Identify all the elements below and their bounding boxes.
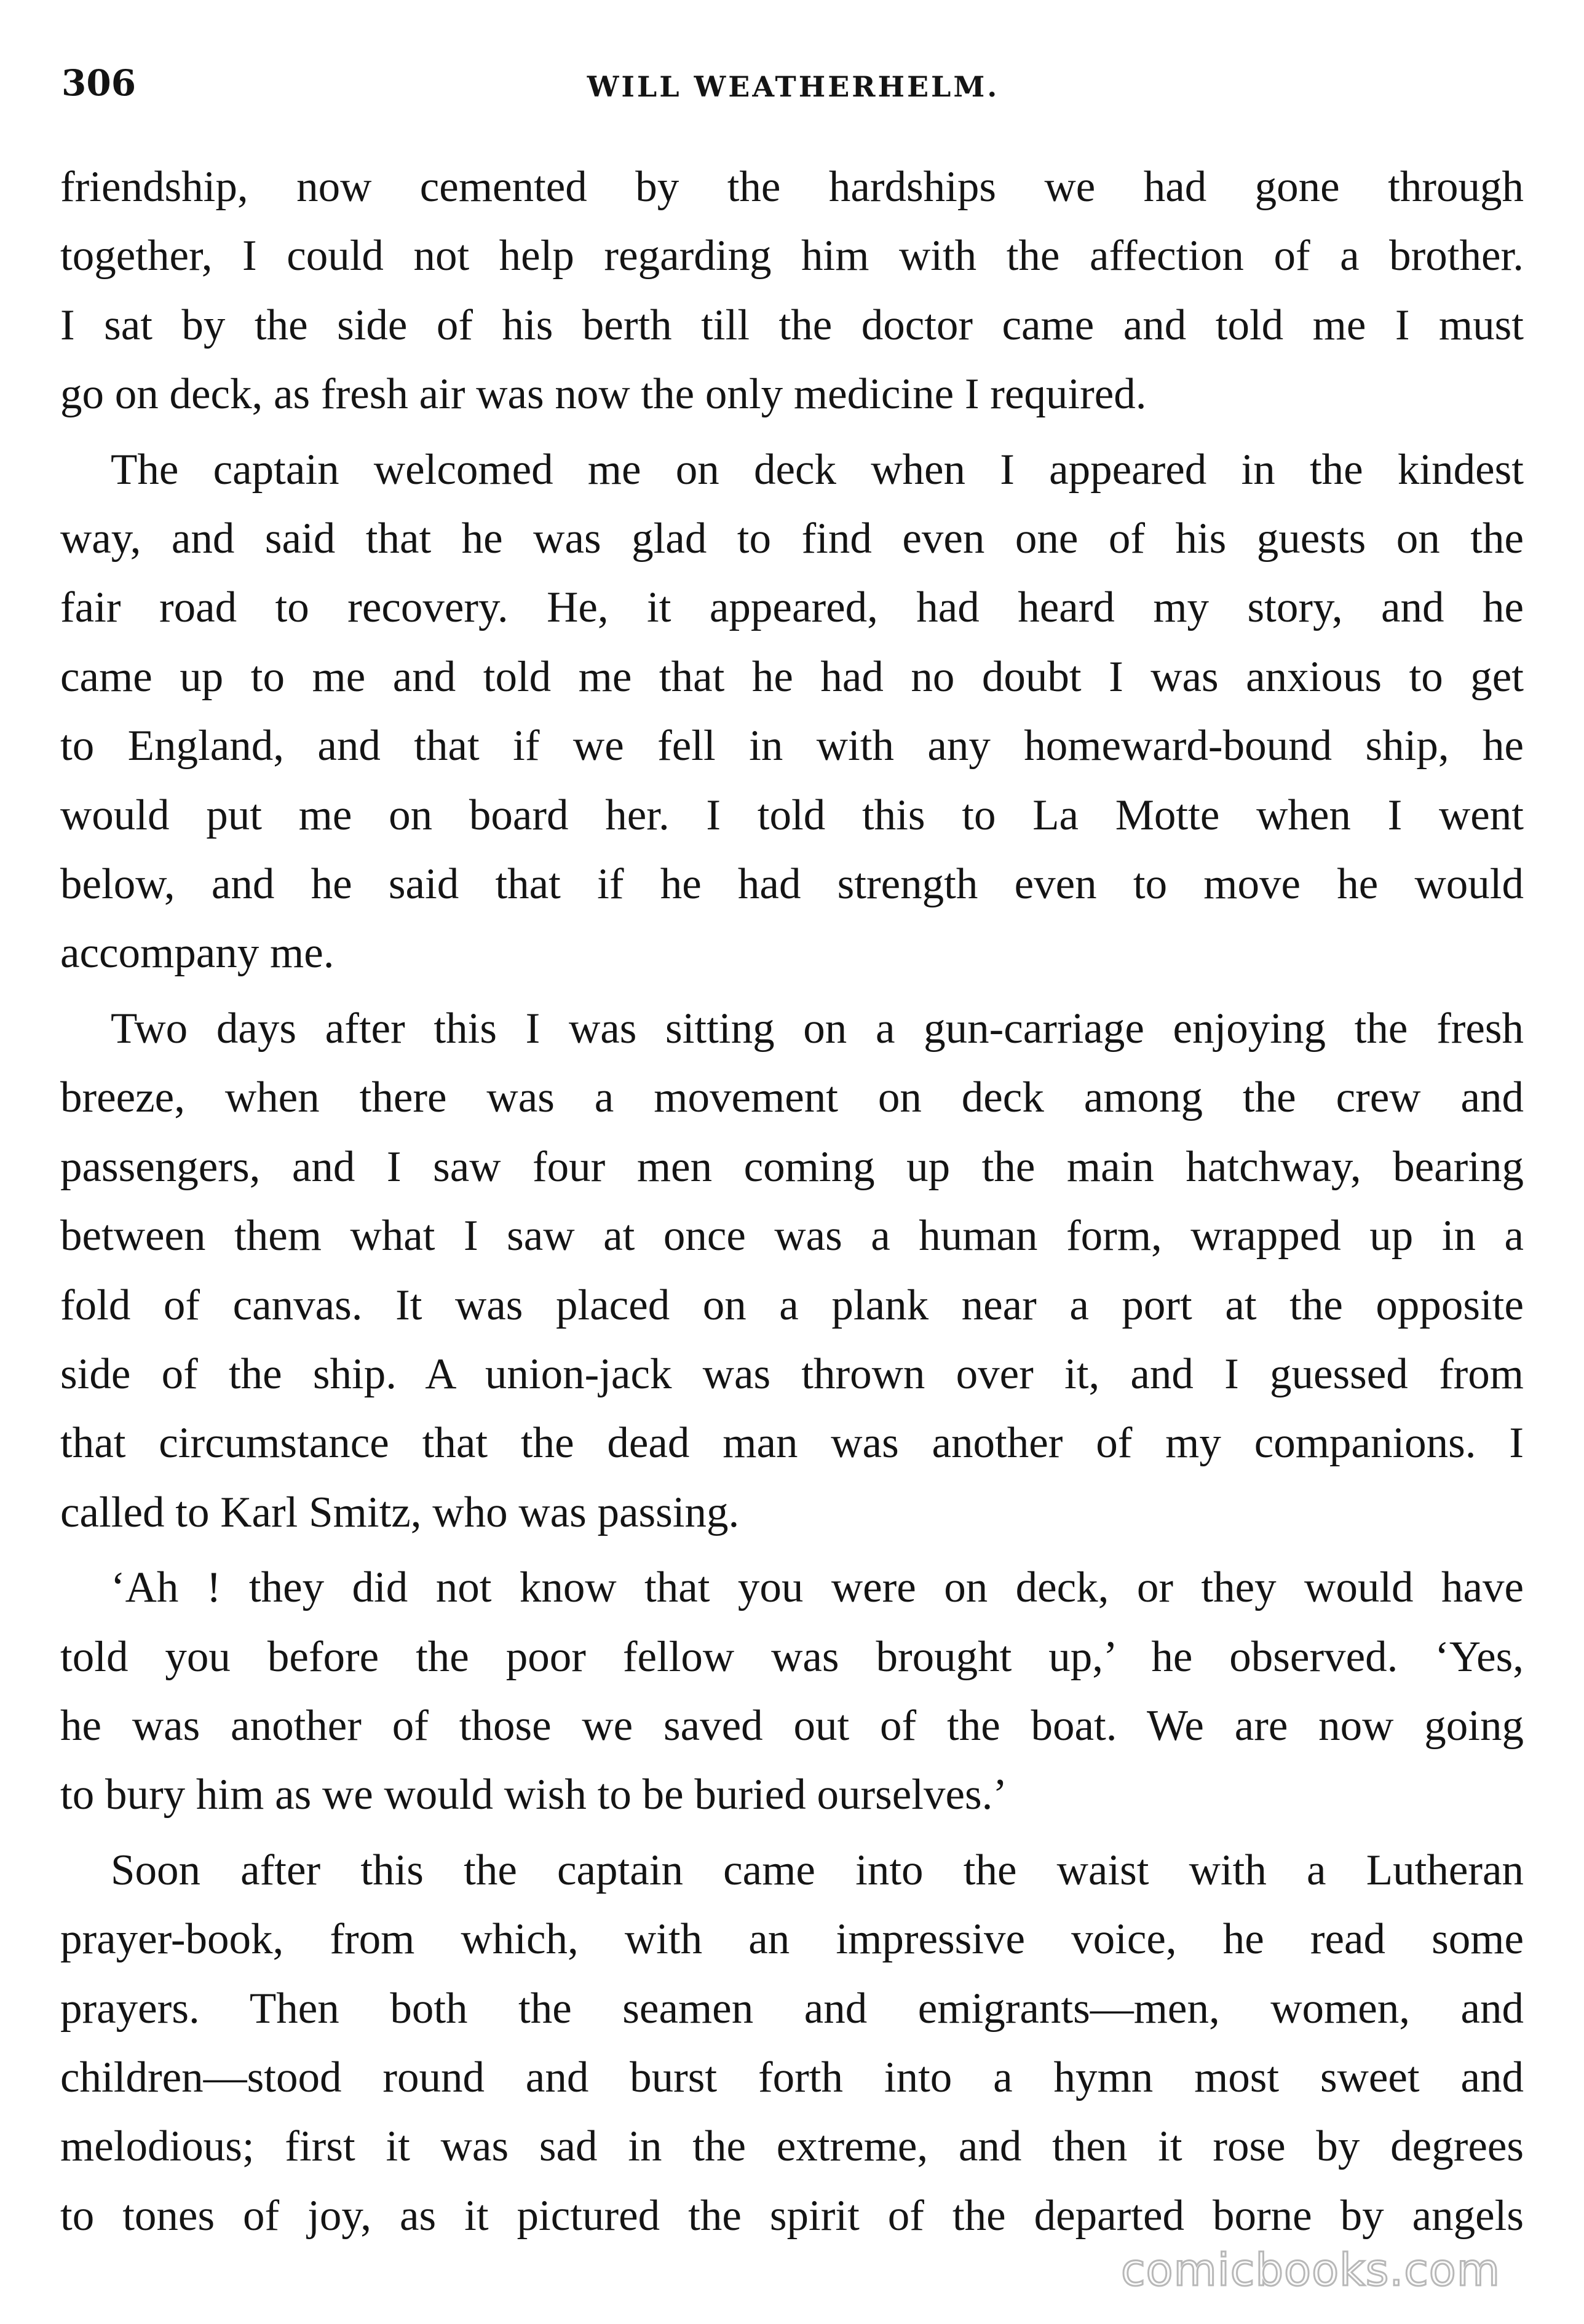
text-line: children—stood round and burst forth into a hymn most sweet and (60, 2053, 1524, 2101)
text-line: I sat by the side of his berth till the doctor came and told me I must (60, 301, 1524, 349)
text-line: came up to me and told me that he had no doubt I was anxious to get (60, 652, 1524, 701)
text-line: melodious; first it was sad in the extreme, and then it rose by degrees (60, 2122, 1524, 2171)
paragraph-2 (60, 435, 1524, 988)
running-head (61, 58, 1525, 108)
text-line: to tones of joy, as it pictured the spirit of the departed borne by angels (60, 2191, 1524, 2240)
text-line: together, I could not help regarding him with the affection of a brother. (60, 232, 1524, 280)
paragraph-3 (60, 994, 1524, 1547)
text-line: go on deck, as fresh air was now the only medicine I required. (60, 370, 1147, 419)
text-line: friendship, now cemented by the hardships we had gone through (60, 163, 1524, 211)
text-line: Two days after this I was sitting on a gun-carriage enjoying the fresh (111, 1004, 1524, 1053)
text-line: to England, and that if we fell in with any homeward-bound ship, he (60, 722, 1524, 770)
text-line: ‘Ah ! they did not know that you were on deck, or they would have (111, 1563, 1524, 1612)
text-line: fair road to recovery. He, it appeared, had heard my story, and he (60, 583, 1524, 632)
text-line: he was another of those we saved out of the boat. We are now going (60, 1701, 1524, 1750)
text-line: below, and he said that if he had strength even to move he would (60, 860, 1524, 909)
text-line: fold of canvas. It was placed on a plank near a port at the opposite (60, 1281, 1524, 1329)
text-line: to bury him as we would wish to be buried ourselves.’ (60, 1771, 1008, 1819)
text-line: prayers. Then both the seamen and emigrants—men, women, and (60, 1984, 1524, 2033)
text-line: Soon after this the captain came into the waist with a Lutheran (111, 1846, 1524, 1894)
text-line: between them what I saw at once was a human form, wrapped up in a (60, 1212, 1524, 1260)
text-line: would put me on board her. I told this to La Motte when I went (60, 791, 1524, 839)
watermark: comicbooks.com (1120, 2244, 1500, 2296)
text-line: called to Karl Smitz, who was passing. (60, 1488, 740, 1536)
text-line: way, and said that he was glad to find even one of his guests on the (60, 515, 1524, 563)
text-line: prayer-book, from which, with an impressive voice, he read some (60, 1915, 1524, 1964)
text-line: accompany me. (60, 929, 335, 978)
running-title: WILL WEATHERHELM. (587, 70, 1000, 103)
paragraph-1 (60, 152, 1524, 429)
text-line: that circumstance that the dead man was another of my companions. I (60, 1419, 1524, 1468)
page-number: 306 (61, 62, 137, 104)
paragraph-4 (60, 1553, 1524, 1830)
text-line: The captain welcomed me on deck when I appeared in the kindest (111, 445, 1524, 494)
body-text (60, 152, 1524, 2250)
text-line: breeze, when there was a movement on deck among the crew and (60, 1073, 1524, 1122)
paragraph-5 (60, 1836, 1524, 2250)
text-line: side of the ship. A union-jack was thrown over it, and I guessed from (60, 1350, 1524, 1398)
text-line: passengers, and I saw four men coming up the main hatchway, bearing (60, 1142, 1524, 1191)
text-line: told you before the poor fellow was brought up,’ he observed. ‘Yes, (60, 1632, 1524, 1681)
